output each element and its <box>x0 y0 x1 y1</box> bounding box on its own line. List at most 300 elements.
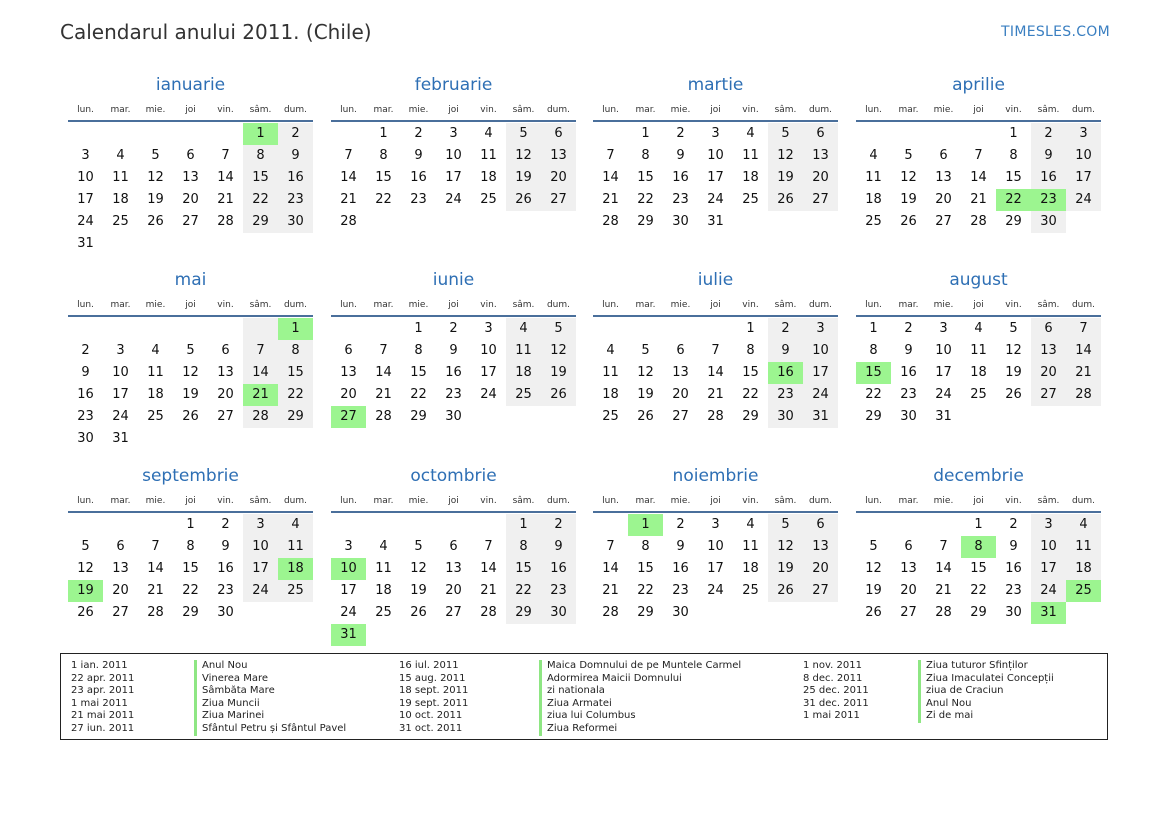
day-cell: 11 <box>865 170 882 185</box>
day-cell: 1 <box>379 126 388 141</box>
empty-day-cell <box>331 514 366 536</box>
day-cell: 16 <box>1031 167 1066 189</box>
weekday-label: mie. <box>145 300 166 310</box>
empty-day-cell <box>138 318 173 340</box>
day-cell: 4 <box>746 126 755 141</box>
day-cell: 18 <box>147 387 164 402</box>
holiday-day-cell: 23 <box>1031 189 1066 211</box>
day-cell: 7 <box>379 343 388 358</box>
weekday-label: vin. <box>217 300 234 310</box>
day-cell: 19 <box>506 167 541 189</box>
day-cell: 17 <box>803 362 838 384</box>
legend-date: 22 apr. 2011 <box>71 672 135 684</box>
day-cell: 31 <box>77 236 94 251</box>
day-cell: 11 <box>506 340 541 362</box>
day-cell: 20 <box>445 583 462 598</box>
day-cell: 11 <box>970 343 987 358</box>
day-cell: 3 <box>243 514 278 536</box>
day-cell: 5 <box>641 343 650 358</box>
day-cell: 24 <box>935 387 952 402</box>
weekday-label: sâm. <box>774 105 797 115</box>
site-link[interactable]: TIMESLES.COM <box>1001 24 1110 40</box>
month-aprilie <box>856 70 1101 233</box>
day-cell: 10 <box>1031 536 1066 558</box>
day-cell: 18 <box>375 583 392 598</box>
day-cell: 15 <box>742 365 759 380</box>
legend-dates <box>399 660 468 736</box>
legend-date: 16 iul. 2011 <box>399 660 459 671</box>
day-cell: 10 <box>803 340 838 362</box>
day-cell: 12 <box>77 561 94 576</box>
day-cell: 2 <box>1009 517 1018 532</box>
month-name: august <box>949 270 1008 290</box>
weekday-label: dum. <box>546 300 571 310</box>
weekday-label: dum. <box>546 496 571 506</box>
day-cell: 6 <box>221 343 230 358</box>
legend-holiday-name: Ziua Reformei <box>539 723 741 736</box>
day-cell: 28 <box>970 214 987 229</box>
day-cell: 14 <box>970 170 987 185</box>
weekday-label: lun. <box>865 496 882 506</box>
day-cell: 30 <box>768 406 803 428</box>
day-cell: 16 <box>278 167 313 189</box>
weekday-label: mar. <box>635 300 656 310</box>
day-cell: 27 <box>935 214 952 229</box>
legend-date: 31 oct. 2011 <box>399 722 463 734</box>
day-cell: 27 <box>112 605 129 620</box>
weekday-label: dum. <box>808 496 833 506</box>
day-cell: 29 <box>278 406 313 428</box>
day-cell: 11 <box>112 170 129 185</box>
day-cell: 7 <box>344 148 353 163</box>
day-cell: 13 <box>340 365 357 380</box>
weekday-label: lun. <box>77 105 94 115</box>
day-cell: 5 <box>151 148 160 163</box>
weekday-label: mie. <box>933 300 954 310</box>
weekday-label: sâm. <box>1037 496 1060 506</box>
day-cell: 13 <box>182 170 199 185</box>
empty-day-cell <box>68 123 103 145</box>
day-cell: 20 <box>803 167 838 189</box>
day-cell: 7 <box>939 539 948 554</box>
empty-day-cell <box>961 123 996 145</box>
empty-day-cell <box>103 123 138 145</box>
weekday-label: joi <box>710 300 721 310</box>
empty-day-cell <box>593 514 628 536</box>
weekday-label: vin. <box>480 105 497 115</box>
weekday-label: vin. <box>480 496 497 506</box>
day-cell: 13 <box>541 145 576 167</box>
day-cell: 1 <box>1009 126 1018 141</box>
weekday-label: joi <box>710 496 721 506</box>
empty-day-cell <box>926 123 961 145</box>
weekday-label: dum. <box>546 105 571 115</box>
day-grid <box>856 318 1101 428</box>
weekday-label: mar. <box>373 105 394 115</box>
day-cell: 25 <box>742 192 759 207</box>
day-cell: 17 <box>707 561 724 576</box>
day-cell: 9 <box>221 539 230 554</box>
empty-day-cell <box>243 318 278 340</box>
day-cell: 13 <box>803 145 838 167</box>
day-cell: 7 <box>711 343 720 358</box>
weekday-label: joi <box>448 105 459 115</box>
weekday-label: vin. <box>217 105 234 115</box>
day-cell: 14 <box>375 365 392 380</box>
day-cell: 15 <box>1005 170 1022 185</box>
day-cell: 4 <box>869 148 878 163</box>
day-cell: 5 <box>506 123 541 145</box>
day-cell: 22 <box>375 192 392 207</box>
weekday-label: joi <box>973 300 984 310</box>
day-cell: 9 <box>449 343 458 358</box>
day-cell: 22 <box>182 583 199 598</box>
month-august <box>856 265 1101 428</box>
holiday-legend <box>60 653 1108 740</box>
day-cell: 18 <box>742 170 759 185</box>
legend-holiday-name: Adormirea Maicii Domnului <box>539 673 741 686</box>
day-cell: 13 <box>217 365 234 380</box>
empty-day-cell <box>628 318 663 340</box>
day-cell: 10 <box>707 539 724 554</box>
day-cell: 25 <box>480 192 497 207</box>
empty-day-cell <box>856 123 891 145</box>
weekday-label: mie. <box>408 300 429 310</box>
month-ianuarie <box>68 70 313 255</box>
holiday-day-cell: 1 <box>278 318 313 340</box>
day-cell: 21 <box>480 583 497 598</box>
legend-date: 25 dec. 2011 <box>803 685 869 697</box>
weekday-label: dum. <box>283 300 308 310</box>
day-cell: 19 <box>865 583 882 598</box>
day-cell: 14 <box>1066 340 1101 362</box>
day-cell: 14 <box>935 561 952 576</box>
legend-holiday-name: Anul Nou <box>918 698 1054 711</box>
day-cell: 29 <box>970 605 987 620</box>
day-cell: 21 <box>602 192 619 207</box>
month-septembrie <box>68 461 313 624</box>
weekday-label: joi <box>973 105 984 115</box>
day-cell: 12 <box>1005 343 1022 358</box>
day-cell: 2 <box>768 318 803 340</box>
day-cell: 2 <box>904 321 913 336</box>
day-cell: 19 <box>637 387 654 402</box>
day-cell: 18 <box>602 387 619 402</box>
day-cell: 25 <box>278 580 313 602</box>
day-cell: 8 <box>641 148 650 163</box>
weekday-label: sâm. <box>774 496 797 506</box>
month-name: noiembrie <box>672 466 759 486</box>
month-name: octombrie <box>410 466 497 486</box>
day-cell: 21 <box>935 583 952 598</box>
weekday-label: mar. <box>110 496 131 506</box>
day-cell: 24 <box>480 387 497 402</box>
weekday-label: mie. <box>933 105 954 115</box>
day-grid <box>331 514 576 646</box>
day-cell: 26 <box>900 214 917 229</box>
day-cell: 23 <box>278 189 313 211</box>
day-cell: 21 <box>375 387 392 402</box>
day-cell: 9 <box>1009 539 1018 554</box>
month-mai <box>68 265 313 450</box>
day-cell: 7 <box>606 539 615 554</box>
day-cell: 28 <box>340 214 357 229</box>
day-cell: 13 <box>900 561 917 576</box>
day-cell: 2 <box>1031 123 1066 145</box>
day-cell: 3 <box>803 318 838 340</box>
weekday-label: mar. <box>898 496 919 506</box>
holiday-day-cell: 31 <box>331 624 366 646</box>
day-cell: 3 <box>344 539 353 554</box>
day-grid <box>856 514 1101 624</box>
empty-day-cell <box>173 123 208 145</box>
day-cell: 26 <box>506 189 541 211</box>
day-cell: 15 <box>182 561 199 576</box>
day-cell: 24 <box>77 214 94 229</box>
day-cell: 17 <box>445 170 462 185</box>
day-cell: 28 <box>243 406 278 428</box>
day-cell: 4 <box>1066 514 1101 536</box>
day-cell: 25 <box>742 583 759 598</box>
weekday-label: lun. <box>865 300 882 310</box>
day-cell: 6 <box>541 123 576 145</box>
day-cell: 25 <box>865 214 882 229</box>
legend-date: 18 sept. 2011 <box>399 685 469 697</box>
holiday-day-cell: 1 <box>243 123 278 145</box>
day-cell: 11 <box>278 536 313 558</box>
legend-holiday-name: ziua de Craciun <box>918 685 1054 698</box>
day-cell: 20 <box>182 192 199 207</box>
day-cell: 16 <box>541 558 576 580</box>
legend-holiday-name: Ziua Marinei <box>194 710 346 723</box>
day-cell: 15 <box>506 558 541 580</box>
day-cell: 26 <box>147 214 164 229</box>
empty-day-cell <box>366 514 401 536</box>
day-cell: 31 <box>707 214 724 229</box>
weekday-label: dum. <box>283 105 308 115</box>
legend-holiday-name: Anul Nou <box>194 660 346 673</box>
day-cell: 7 <box>221 148 230 163</box>
day-cell: 5 <box>904 148 913 163</box>
day-cell: 10 <box>112 365 129 380</box>
empty-day-cell <box>401 514 436 536</box>
weekday-label: mar. <box>110 105 131 115</box>
day-cell: 11 <box>375 561 392 576</box>
month-decembrie <box>856 461 1101 624</box>
day-cell: 9 <box>676 539 685 554</box>
day-cell: 28 <box>480 605 497 620</box>
day-cell: 10 <box>77 170 94 185</box>
empty-day-cell <box>103 514 138 536</box>
day-cell: 19 <box>147 192 164 207</box>
weekday-label: sâm. <box>249 300 272 310</box>
legend-names <box>539 660 741 736</box>
day-cell: 15 <box>243 167 278 189</box>
day-cell: 19 <box>1005 365 1022 380</box>
legend-date: 15 aug. 2011 <box>399 672 466 684</box>
day-cell: 24 <box>1031 580 1066 602</box>
day-cell: 28 <box>375 409 392 424</box>
weekday-label: joi <box>448 300 459 310</box>
day-cell: 11 <box>480 148 497 163</box>
day-cell: 6 <box>803 514 838 536</box>
day-cell: 30 <box>1005 605 1022 620</box>
day-cell: 18 <box>480 170 497 185</box>
month-name: ianuarie <box>155 75 226 95</box>
empty-day-cell <box>68 514 103 536</box>
weekday-label: mie. <box>670 300 691 310</box>
day-cell: 29 <box>410 409 427 424</box>
holiday-day-cell: 1 <box>628 514 663 536</box>
day-cell: 29 <box>637 214 654 229</box>
empty-day-cell <box>331 318 366 340</box>
legend-holiday-name: Sâmbăta Mare <box>194 685 346 698</box>
day-cell: 30 <box>217 605 234 620</box>
day-cell: 20 <box>900 583 917 598</box>
day-cell: 19 <box>768 558 803 580</box>
weekday-label: mar. <box>110 300 131 310</box>
weekday-label: joi <box>185 105 196 115</box>
day-cell: 7 <box>243 340 278 362</box>
day-cell: 4 <box>379 539 388 554</box>
day-cell: 1 <box>746 321 755 336</box>
weekday-label: lun. <box>340 105 357 115</box>
day-cell: 9 <box>1031 145 1066 167</box>
weekday-label: dum. <box>1071 496 1096 506</box>
day-cell: 29 <box>182 605 199 620</box>
day-cell: 12 <box>541 340 576 362</box>
weekday-label: lun. <box>602 496 619 506</box>
day-cell: 16 <box>445 365 462 380</box>
day-cell: 5 <box>1009 321 1018 336</box>
day-cell: 18 <box>112 192 129 207</box>
day-cell: 27 <box>445 605 462 620</box>
day-cell: 5 <box>869 539 878 554</box>
day-grid <box>331 318 576 428</box>
weekday-header <box>331 491 576 513</box>
day-cell: 3 <box>1066 123 1101 145</box>
legend-holiday-name: Ziua Armatei <box>539 698 741 711</box>
day-cell: 9 <box>676 148 685 163</box>
day-cell: 14 <box>480 561 497 576</box>
day-cell: 31 <box>112 431 129 446</box>
day-cell: 23 <box>1005 583 1022 598</box>
weekday-header <box>856 100 1101 122</box>
day-cell: 17 <box>1031 558 1066 580</box>
weekday-label: vin. <box>1005 300 1022 310</box>
day-cell: 27 <box>182 214 199 229</box>
day-cell: 8 <box>186 539 195 554</box>
weekday-label: lun. <box>340 300 357 310</box>
weekday-label: mar. <box>898 300 919 310</box>
day-cell: 29 <box>865 409 882 424</box>
weekday-header <box>856 295 1101 317</box>
day-cell: 10 <box>707 148 724 163</box>
day-cell: 4 <box>116 148 125 163</box>
day-cell: 1 <box>186 517 195 532</box>
day-cell: 29 <box>243 211 278 233</box>
day-cell: 3 <box>939 321 948 336</box>
day-cell: 17 <box>340 583 357 598</box>
day-cell: 28 <box>602 605 619 620</box>
day-cell: 12 <box>637 365 654 380</box>
day-cell: 20 <box>217 387 234 402</box>
day-cell: 23 <box>672 583 689 598</box>
day-cell: 26 <box>77 605 94 620</box>
month-name: decembrie <box>933 466 1024 486</box>
day-cell: 25 <box>375 605 392 620</box>
day-cell: 18 <box>1066 558 1101 580</box>
day-cell: 7 <box>484 539 493 554</box>
day-cell: 6 <box>676 343 685 358</box>
day-cell: 6 <box>449 539 458 554</box>
day-cell: 9 <box>414 148 423 163</box>
month-iunie <box>331 265 576 428</box>
holiday-day-cell: 21 <box>243 384 278 406</box>
holiday-day-cell: 16 <box>768 362 803 384</box>
day-cell: 27 <box>1031 384 1066 406</box>
day-cell: 13 <box>1031 340 1066 362</box>
weekday-label: mar. <box>373 300 394 310</box>
weekday-label: sâm. <box>774 300 797 310</box>
day-cell: 26 <box>865 605 882 620</box>
day-cell: 25 <box>147 409 164 424</box>
month-martie <box>593 70 838 233</box>
weekday-label: vin. <box>742 300 759 310</box>
weekday-label: vin. <box>217 496 234 506</box>
day-cell: 4 <box>606 343 615 358</box>
legend-names <box>918 660 1054 723</box>
day-cell: 26 <box>768 189 803 211</box>
day-cell: 21 <box>1066 362 1101 384</box>
day-cell: 11 <box>147 365 164 380</box>
day-cell: 17 <box>77 192 94 207</box>
day-cell: 6 <box>803 123 838 145</box>
day-cell: 6 <box>904 539 913 554</box>
day-cell: 29 <box>506 602 541 624</box>
empty-day-cell <box>698 318 733 340</box>
day-cell: 12 <box>865 561 882 576</box>
day-cell: 13 <box>935 170 952 185</box>
empty-day-cell <box>68 318 103 340</box>
weekday-label: mie. <box>145 105 166 115</box>
month-name: aprilie <box>952 75 1005 95</box>
day-cell: 12 <box>147 170 164 185</box>
day-cell: 8 <box>641 539 650 554</box>
day-cell: 4 <box>974 321 983 336</box>
day-cell: 30 <box>278 211 313 233</box>
empty-day-cell <box>208 318 243 340</box>
weekday-label: joi <box>710 105 721 115</box>
empty-day-cell <box>926 514 961 536</box>
weekday-label: mie. <box>408 496 429 506</box>
day-cell: 26 <box>182 409 199 424</box>
weekday-label: lun. <box>77 300 94 310</box>
legend-date: 1 mai 2011 <box>71 697 128 709</box>
day-cell: 5 <box>768 123 803 145</box>
day-cell: 15 <box>637 170 654 185</box>
weekday-label: mie. <box>670 496 691 506</box>
day-cell: 17 <box>935 365 952 380</box>
weekday-label: dum. <box>283 496 308 506</box>
day-cell: 8 <box>379 148 388 163</box>
day-cell: 17 <box>1066 167 1101 189</box>
holiday-day-cell: 18 <box>278 558 313 580</box>
empty-day-cell <box>856 514 891 536</box>
day-cell: 14 <box>340 170 357 185</box>
legend-dates <box>803 660 869 723</box>
day-cell: 22 <box>278 384 313 406</box>
